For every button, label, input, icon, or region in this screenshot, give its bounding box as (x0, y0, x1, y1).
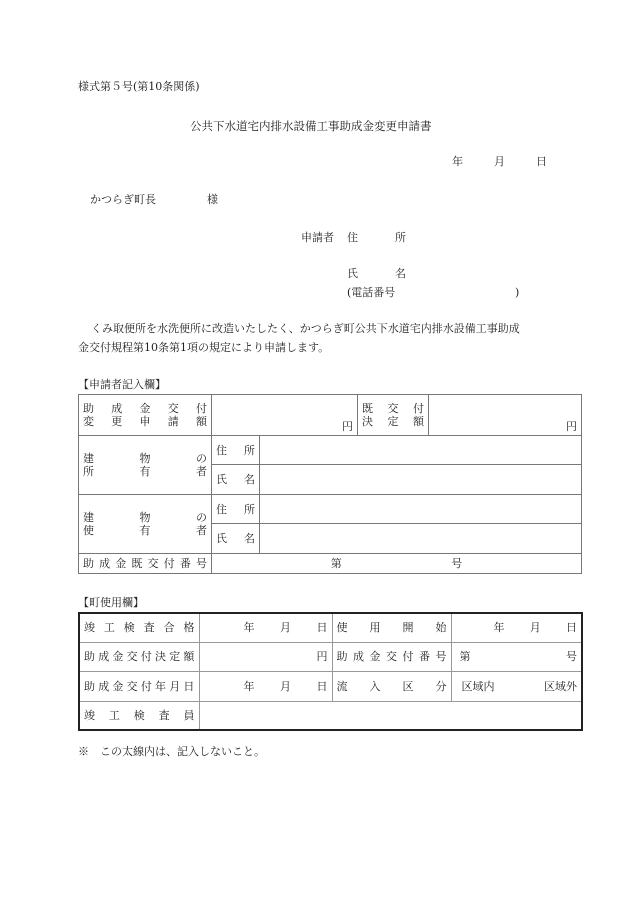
change-amount-field[interactable] (212, 395, 358, 436)
label-char: 月 (280, 679, 291, 693)
label-char: 工 (108, 708, 120, 722)
owner-name-label (212, 465, 260, 495)
applicant-table (78, 394, 582, 574)
label-char: の (196, 452, 207, 465)
label-char: 金 (112, 679, 124, 693)
label-char: 区域外 (544, 679, 577, 693)
label-char: 決 (362, 415, 373, 428)
phone-label: (電話番号 (347, 286, 396, 299)
label-char: 日 (566, 621, 577, 635)
label-char: 号 (435, 650, 447, 663)
label-char: 査 (158, 708, 170, 722)
label-char: 工 (103, 621, 115, 635)
label-char: 有 (139, 524, 151, 537)
issued-number-label (79, 554, 212, 574)
label-char: 変 (83, 415, 94, 428)
label-char: 交 (147, 557, 159, 570)
yen-label: 円 (566, 420, 577, 433)
owner-label (79, 436, 212, 495)
date-line (452, 155, 547, 168)
applicant-name-label: 氏 (347, 267, 358, 280)
label-char: 分 (435, 679, 447, 693)
applicant-address-label-2: 所 (395, 231, 406, 244)
label-char: 金 (369, 650, 381, 663)
label-char: 竣 (84, 621, 95, 635)
label-char: 交 (386, 650, 397, 663)
label-char: 年 (243, 679, 255, 693)
label-char: 日 (316, 679, 328, 693)
label-char: 員 (183, 708, 195, 722)
form-number: 様式第５号(第10条関係) (78, 80, 200, 93)
label-char: 号 (195, 557, 207, 570)
day-label: 日 (536, 155, 547, 168)
label-char: 助 (84, 650, 95, 663)
label-char: 付 (402, 650, 414, 663)
label-char: 交 (167, 402, 179, 415)
label-char: 交 (387, 402, 399, 415)
label-char: 日 (316, 621, 328, 635)
label-char: 号 (566, 650, 577, 663)
decided-amount-label (358, 395, 429, 436)
body-line-1: くみ取便所を水洗便所に改造いたしたく、かつらぎ町公共下水道宅内排水設備工事助成 (91, 322, 520, 335)
label-char: 区域内 (461, 679, 495, 693)
label-char: 始 (435, 621, 447, 635)
addressee-name: かつらぎ町長 (90, 193, 156, 206)
yen-label: 円 (342, 420, 353, 433)
label-char: 交 (126, 679, 138, 693)
label-char: 名 (244, 473, 255, 486)
label-char: 月 (169, 679, 181, 693)
label-char: 所 (244, 443, 255, 457)
label-char: 助 (84, 679, 95, 693)
label-char: 助 (83, 557, 94, 570)
user-name-field[interactable] (260, 524, 582, 554)
label-char: 額 (196, 415, 207, 428)
label-char: 入 (369, 679, 381, 693)
label-char: の (196, 511, 207, 524)
town-section-heading: 【町使用欄】 (78, 596, 144, 609)
label-char: 定 (169, 650, 181, 663)
label-char: 月 (280, 621, 291, 635)
label-char: 開 (402, 621, 414, 635)
user-label (79, 495, 212, 554)
label-char: 付 (140, 650, 152, 663)
label-char: 成 (353, 650, 364, 663)
label-char: 助 (336, 650, 348, 663)
applicant-address-label: 住 (347, 231, 358, 244)
label-char: 成 (111, 402, 123, 415)
label-char: 日 (183, 679, 195, 693)
label-char: 金 (112, 650, 124, 663)
applicant-label: 申請者 (301, 231, 334, 244)
owner-address-label (212, 436, 260, 465)
town-table (78, 612, 583, 731)
label-char: 番 (179, 557, 191, 570)
label-char: 合 (163, 621, 175, 635)
label-char: 助 (83, 402, 94, 415)
label-char: 年 (155, 679, 167, 693)
label-char: 第 (459, 650, 471, 663)
user-address-field[interactable] (260, 495, 582, 524)
label-char: 物 (139, 511, 151, 524)
label-char: 金 (115, 557, 127, 570)
label-char: 額 (413, 415, 424, 428)
applicant-section-heading: 【申請者記入欄】 (78, 378, 166, 391)
town-row (79, 671, 582, 701)
phone-close: ) (515, 286, 520, 299)
label-char: 年 (243, 621, 255, 635)
label-char: 月 (529, 621, 541, 635)
addressee-honorific: 様 (207, 193, 218, 206)
label-char: 用 (369, 621, 381, 635)
label-char: 更 (111, 415, 123, 428)
owner-address-field[interactable] (260, 436, 582, 465)
label-char: 決 (155, 650, 167, 663)
label-char: 付 (413, 402, 424, 415)
town-row (79, 613, 582, 642)
applicant-name-label-2: 名 (395, 267, 406, 280)
month-label: 月 (494, 155, 505, 168)
inspector-field[interactable] (199, 701, 582, 730)
label-char: 格 (183, 621, 195, 635)
label-char: 建 (83, 452, 94, 465)
label-char: 名 (244, 532, 255, 545)
label-char: 成 (98, 679, 110, 693)
label-char: 額 (183, 650, 195, 663)
label-char: 年 (493, 621, 505, 635)
label-char: 竣 (84, 708, 95, 722)
town-row (79, 701, 582, 730)
change-amount-row (79, 395, 582, 436)
label-char: 金 (139, 402, 151, 415)
label-char: 使 (336, 621, 348, 635)
label-char: 査 (143, 621, 155, 635)
label-char: 住 (216, 502, 227, 516)
label-char: 定 (387, 415, 399, 428)
label-char: 氏 (216, 532, 227, 545)
owner-name-field[interactable] (260, 465, 582, 495)
label-char: 有 (139, 465, 151, 478)
note: ※ この太線内は、記入しないこと。 (78, 745, 265, 758)
label-char: 付 (196, 402, 207, 415)
label-char: 区 (402, 679, 414, 693)
label-char: 請 (167, 415, 179, 428)
label-char: 交 (126, 650, 138, 663)
label-char: 検 (123, 621, 135, 635)
decided-amount-field[interactable] (429, 395, 582, 436)
issued-number-field[interactable] (212, 554, 582, 574)
label-char: 番 (419, 650, 430, 663)
year-label: 年 (452, 155, 463, 168)
go-label: 号 (451, 557, 463, 570)
label-char: 付 (163, 557, 175, 570)
label-char: 検 (133, 708, 145, 722)
town-row (79, 642, 582, 671)
label-char: 付 (140, 679, 152, 693)
body-line-2: 金交付規程第10条第1項の規定により申請します。 (78, 341, 330, 354)
label-char: 所 (244, 502, 255, 516)
dai-label: 第 (330, 557, 342, 570)
label-char: 物 (139, 452, 151, 465)
user-name-label (212, 524, 260, 554)
label-char: 所 (83, 465, 94, 478)
label-char: 者 (196, 465, 207, 478)
label-char: 流 (336, 679, 348, 693)
label-char: 成 (98, 650, 110, 663)
change-amount-label (79, 395, 212, 436)
label-char: 建 (83, 511, 94, 524)
user-address-label (212, 495, 260, 524)
label-char: 住 (216, 443, 227, 457)
label-char: 申 (139, 415, 151, 428)
label-char: 成 (99, 557, 111, 570)
label-char: 氏 (216, 473, 227, 486)
label-char: 者 (196, 524, 207, 537)
label-char: 既 (362, 402, 373, 415)
page-title: 公共下水道宅内排水設備工事助成金変更申請書 (190, 119, 432, 133)
label-char: 円 (316, 650, 328, 663)
label-char: 既 (131, 557, 143, 570)
label-char: 使 (83, 524, 94, 537)
